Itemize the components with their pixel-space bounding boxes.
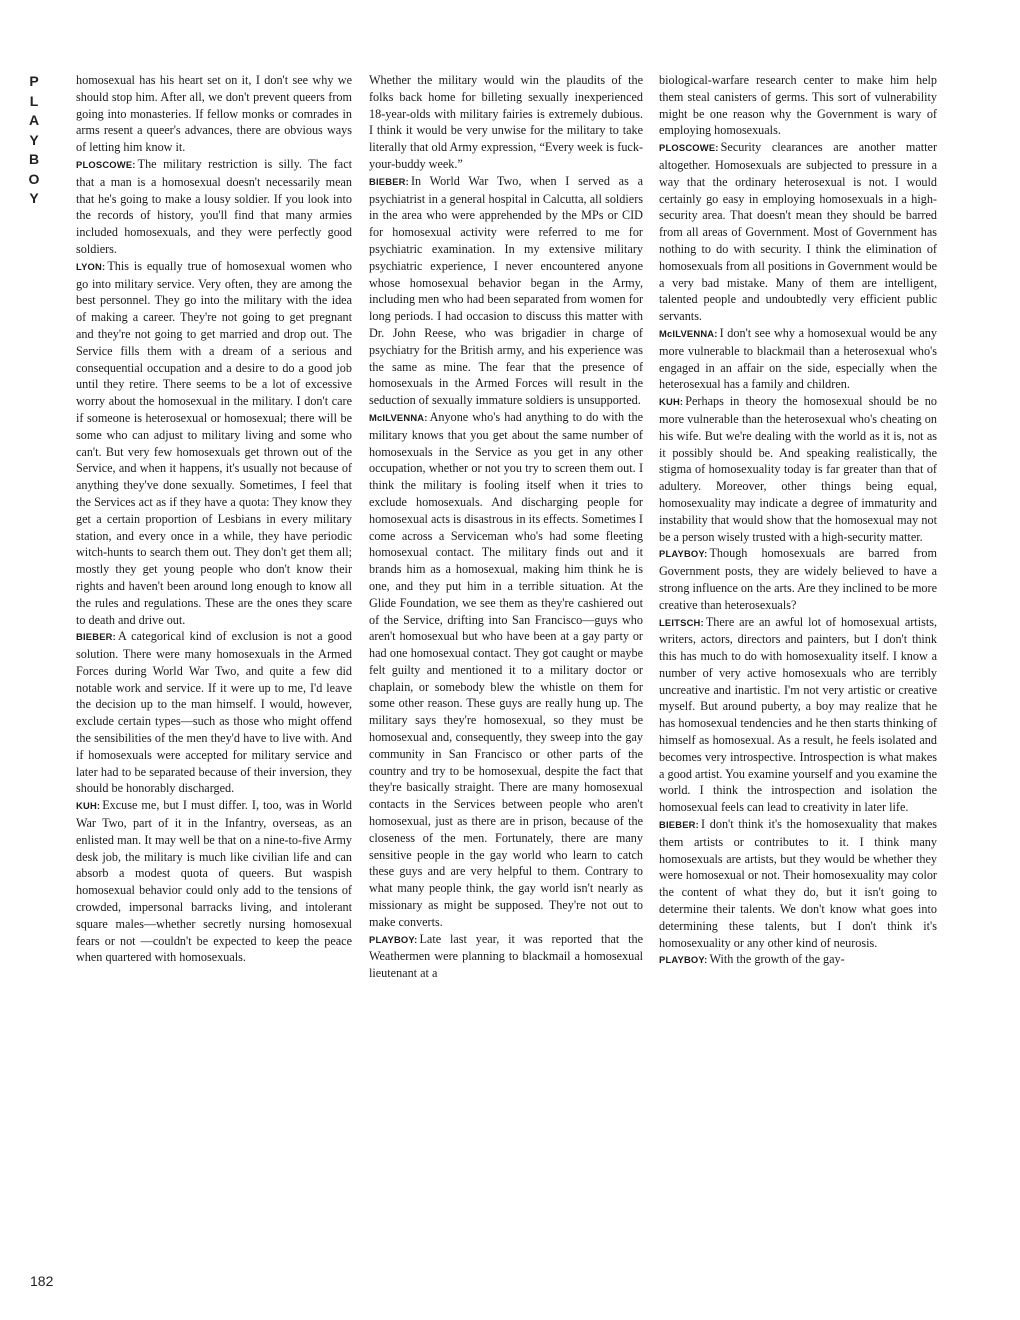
speaker-label: BIEBER: <box>76 631 116 643</box>
speaker-label: McILVENNA: <box>659 327 718 339</box>
speaker-label: KUH: <box>76 800 101 812</box>
text-column-1 <box>76 72 352 1292</box>
paragraph <box>659 393 937 545</box>
paragraph <box>369 173 643 409</box>
paragraph <box>369 72 643 173</box>
text-column-3 <box>659 72 937 1292</box>
paragraph-text: A categorical kind of exclusion is not a good solution. There were many homosexuals in the Armed Forces during World War Two, and quite a few did notable work and service. If it were up to me, I'd leave the decision up to the man himself. I would, however, exclude certain types—such as those who might offend the sensibilities of the men they'd have to live with. And if homosexuals were accepted for military service and later had to be separated because of their inversion, they should be honorably discharged. <box>76 629 352 796</box>
text-column-2 <box>369 72 643 1292</box>
paragraph-text: With the growth of the gay- <box>709 952 845 967</box>
masthead-letter: O <box>28 170 40 187</box>
paragraph-text: Though homosexuals are barred from Government posts, they are widely believed to have a strong influence on the arts. Are they inclined to be more creative than heterosexuals? <box>659 546 937 612</box>
paragraph <box>659 325 937 393</box>
paragraph-text: I don't see why a homosexual would be any more vulnerable to blackmail than a heterosexual who's engaged in an affair on the side, especially when the heterosexual has a family and children. <box>659 325 937 392</box>
paragraph-text: Whether the military would win the plaudits of the folks back home for billeting sexually inexperienced 18-year-olds with military fairies is extremely dubious. I think it would be very unwise for the military to take literally that old Army expression, “Every week is fuck-your-buddy week.” <box>369 73 643 171</box>
paragraph-text: I don't think it's the homosexuality that makes them artists or contributes to it. I think many homosexuals are artists, but they would be whether they were homosexual or not. Their homosexuality may color the content of what they do, but it isn't going to determine their talents. We don't know what goes into determining these talents, but I don't think it's homosexuality or any other kind of neurosis. <box>659 817 937 950</box>
paragraph <box>369 409 643 931</box>
playboy-vertical-masthead <box>22 72 46 209</box>
paragraph <box>76 72 352 156</box>
speaker-label: McILVENNA: <box>369 411 428 423</box>
paragraph-text: In World War Two, when I served as a psychiatrist in a general hospital in Calcutta, all soldiers in the area who were apprehended by the MPs or CID for homosexual activity were referred to me for psychiatric examination. In my extensive military psychiatric experience, I never encountered anyone whose homosexual behavior began in the Army, including men who had been separated from women for long periods. I had occasion to discuss this matter with Dr. John Reese, who was brigadier in charge of psychiatry for the British army, and his experience was the same as mine. The fear that the presence of homosexuals in the Armed Forces will result in the seduction of sexually immature soldiers is unsupported. <box>369 173 643 408</box>
paragraph-text: This is equally true of homosexual women who go into military service. Very often, they are among the best personnel. They go into the military with the idea of making a career. They're not going to get pregnant and they're not going to get married and drop out. The Service fills them with a dream of a serious and consequential occupation and a desire to do a good job until they retire. There seems to be a lot of excessive worry about the homosexual in the military. I don't care if someone is heterosexual or homosexual; there will be some who can adjust to military living and some who can't. But very few homosexuals get thrown out of the Service, and when it happens, it's usually not because of anything they've done sexually. Sometimes, I feel that the Services act as if they have a quota: They know they get a certain proportion of Lesbians in every military station, and every once in a while, they have periodic witch-hunts to search them out. They don't get them all; mostly they get young people who don't know their rights and haven't been around long enough to know all the rules and regulations. These are the ones they scare to death and drive out. <box>76 258 352 627</box>
paragraph-text: The military restriction is silly. The fact that a man is a homosexual doesn't necessarily mean that he's going to make a lousy soldier. If you look into the records of history, you'll find that many armies included homosexuals, and they were perfectly good soldiers. <box>76 156 352 256</box>
speaker-label: BIEBER: <box>369 175 409 187</box>
page-number: 182 <box>30 1273 54 1289</box>
speaker-label: PLAYBOY: <box>659 954 708 966</box>
paragraph <box>659 139 937 325</box>
paragraph-text: Excuse me, but I must differ. I, too, was in World War Two, part of it in the Infantry, overseas, as an enlisted man. It may well be that on a nine-to-five Army desk job, the military is much like civilian life and can absorb a modest quota of queers. But waspish homosexual behavior could only add to the tensions of crowded, impersonal barracks living, and intolerant square males—whether secretly nursing homosexual fears or not —couldn't be expected to keep the peace when quartered with homosexuals. <box>76 798 352 965</box>
speaker-label: LEITSCH: <box>659 616 704 628</box>
paragraph-text: Late last year, it was reported that the Weathermen were planning to blackmail a homosexual lieutenant at a <box>369 931 643 981</box>
paragraph <box>76 797 352 966</box>
paragraph-text: Anyone who's had anything to do with the military knows that you get about the same number of homosexuals in the Service as you get in any other occupation, whether or not you try to screen them out. I think the military is fooling itself when it tries to exclude homosexuals. And discharging people for homosexual acts is disastrous in its effects. Sometimes I come across a Serviceman who's had some fleeting homosexual contact. The military finds out and it brands him as a homosexual, making him think he is one, and they put him in a terrible situation. At the Glide Foundation, we see them as they're cashiered out of the Service, drifting into San Francisco—guys who aren't homosexual but who have been at a gay party or had one homosexual contact. They got caught or maybe felt guilty and mentioned it to a military doctor or chaplain, or somebody blew the whistle on them for some other reason. These guys are really hung up. The military says they're homosexual, so they must be homosexual and, consequently, they sweep into the gay community in San Francisco or other parts of the country and try to be homosexual, despite the fact that they're basically straight. There are many homosexual contacts in the Services between people who aren't homosexual, just as there are in prison, because of the closeness of the men. Fortunately, there are many sensitive people in the gay world who learn to catch these guys and are very helpful to them. Contrary to what many people think, the gay world isn't nearly as missionary as might be supposed. They're not out to make converts. <box>369 409 643 929</box>
paragraph-text: There are an awful lot of homosexual artists, writers, actors, directors and painters, but I don't think this has much to do with homosexuality itself. I know a number of very active homosexuals who are terribly uncreative and inartistic. I'm not very artistic or creative myself. But around puberty, a boy may realize that he has homosexual tendencies and he then starts thinking of himself as homosexual. As a result, he feels isolated and becomes very introspective. Introspection is what makes a good artist. You examine yourself and you examine the world. I think the introspection and isolation the homosexual feels can lead to creativity in later life. <box>659 614 937 815</box>
paragraph-text: Perhaps in theory the homosexual should be no more vulnerable than the heterosexual who's cheating on his wife. But we're dealing with the world as it is, not as it possibly should be. And speaking realistically, the stigma of homosexuality today is far greater than that of adultery. Moreover, other things being equal, homosexuality may indicate a degree of immaturity and instability that would show that the homosexual may not be a person wisely trusted with a high-security matter. <box>659 394 937 544</box>
paragraph <box>659 545 937 613</box>
masthead-letter: L <box>29 92 39 109</box>
speaker-label: PLOSCOWE: <box>659 142 719 154</box>
masthead-letter: Y <box>29 131 39 148</box>
paragraph <box>659 951 937 969</box>
masthead-letter: B <box>28 151 40 167</box>
paragraph-text: Security clearances are another matter altogether. Homosexuals are subjected to pressure in a way that the ordinary heterosexual is not. I would certainly go easy in employing homosexuals in a high-security area. That doesn't mean they should be barred from all areas of Government. Most of Government has nothing to do with security. I think the elimination of homosexuals from all positions in Government would be a very bad mistake. Many of them are intelligent, talented people and undoubtedly very efficient public servants. <box>659 140 937 324</box>
paragraph <box>659 72 937 139</box>
paragraph <box>369 931 643 982</box>
paragraph <box>76 258 352 629</box>
speaker-label: PLAYBOY: <box>659 548 708 560</box>
masthead-letter: Y <box>29 190 39 206</box>
paragraph <box>76 156 352 258</box>
speaker-label: LYON: <box>76 260 106 272</box>
paragraph-text: homosexual has his heart set on it, I don't see why we should stop him. After all, we don't prevent queers from going into monasteries. If fellow monks or comrades in arms resent a queer's advances, there are obvious ways of letting him know it. <box>76 73 352 155</box>
paragraph-text: biological-warfare research center to make him help them steal canisters of germs. This sort of vulnerability might be one reason why the Government is wary of employing homosexuals. <box>659 73 937 138</box>
speaker-label: PLOSCOWE: <box>76 158 136 170</box>
speaker-label: PLAYBOY: <box>369 933 418 945</box>
speaker-label: KUH: <box>659 396 684 408</box>
speaker-label: BIEBER: <box>659 819 699 831</box>
masthead-letter: P <box>29 73 39 89</box>
paragraph <box>659 614 937 817</box>
paragraph <box>659 816 937 951</box>
paragraph <box>76 628 352 797</box>
masthead-letter: A <box>28 112 40 128</box>
